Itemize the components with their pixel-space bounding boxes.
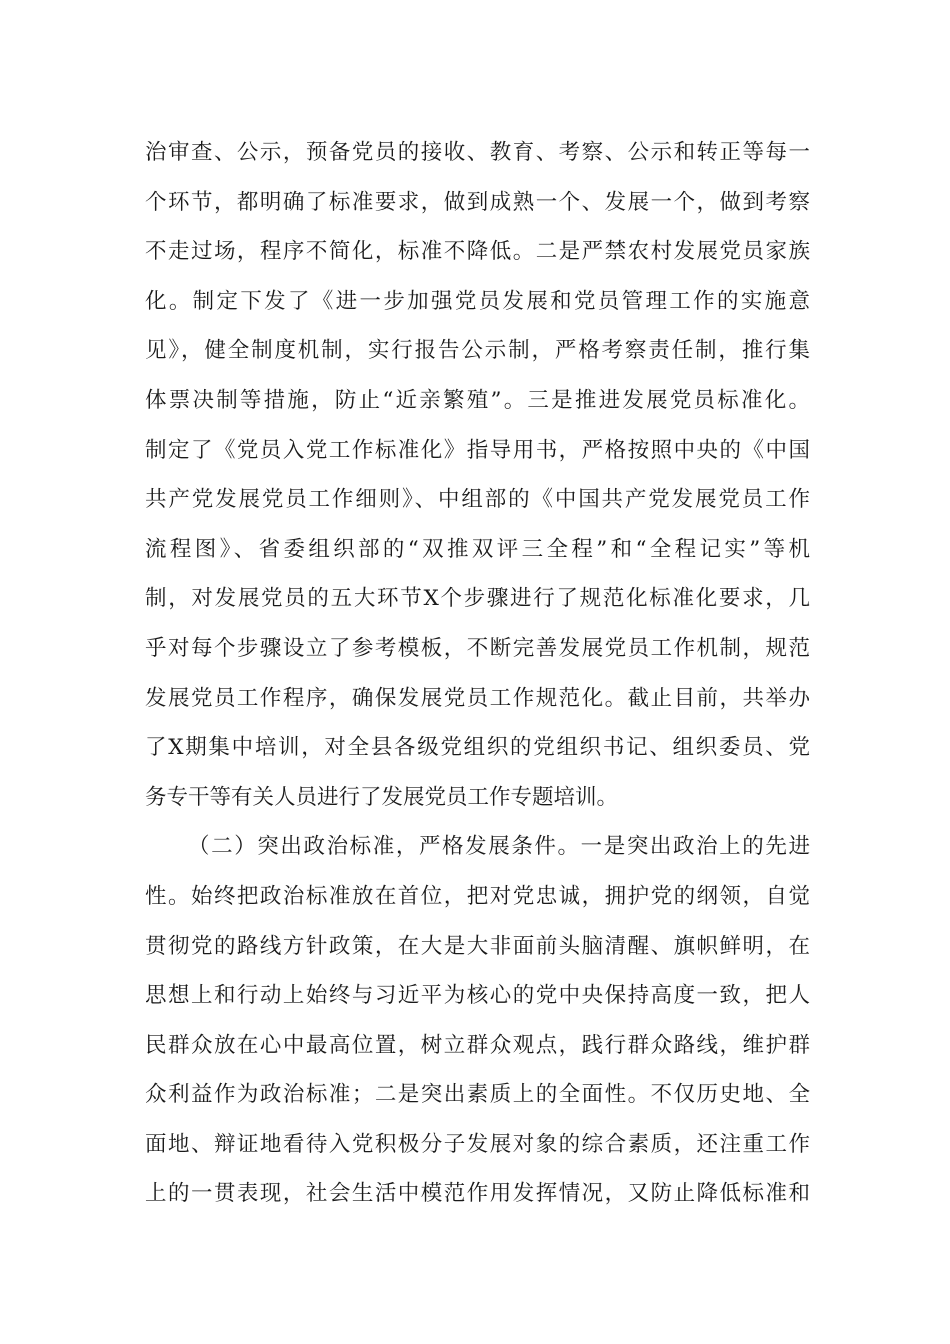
paragraph-line: 务专干等有关人员进行了发展党员工作专题培训。 bbox=[145, 784, 619, 810]
paragraph-2 bbox=[145, 822, 810, 1219]
paragraph-line: 性。始终把政治标准放在首位，把对党忠诚，拥护党的纲领，自觉 bbox=[145, 883, 810, 909]
paragraph-line: 面地、辩证地看待入党积极分子发展对象的综合素质，还注重工作 bbox=[145, 1131, 810, 1157]
paragraph-1 bbox=[145, 128, 810, 822]
paragraph-line: 不走过场，程序不简化，标准不降低。二是严禁农村发展党员家族 bbox=[145, 239, 810, 265]
paragraph-line: 发展党员工作程序，确保发展党员工作规范化。截止目前，共举办 bbox=[145, 685, 810, 711]
paragraph-line: 治审查、公示，预备党员的接收、教育、考察、公示和转正等每一 bbox=[145, 140, 810, 165]
paragraph-line: 了X期集中培训，对全县各级党组织的党组织书记、组织委员、党 bbox=[145, 735, 810, 761]
paragraph-line: 制，对发展党员的五大环节X个步骤进行了规范化标准化要求，几 bbox=[145, 586, 810, 612]
document-body bbox=[145, 128, 810, 1219]
paragraph-line: 贯彻党的路线方针政策，在大是大非面前头脑清醒、旗帜鲜明，在 bbox=[145, 933, 810, 959]
paragraph-line: 体票决制等措施，防止“近亲繁殖”。三是推进发展党员标准化。 bbox=[145, 387, 810, 413]
paragraph-line: 个环节，都明确了标准要求，做到成熟一个、发展一个，做到考察 bbox=[145, 189, 810, 215]
paragraph-line: 化。制定下发了《进一步加强党员发展和党员管理工作的实施意 bbox=[145, 288, 810, 314]
paragraph-line: 众利益作为政治标准；二是突出素质上的全面性。不仅历史地、全 bbox=[145, 1082, 810, 1108]
paragraph-line: 流程图》、省委组织部的“双推双评三全程”和“全程记实”等机 bbox=[145, 536, 810, 562]
paragraph-line: （二）突出政治标准，严格发展条件。一是突出政治上的先进 bbox=[188, 834, 810, 860]
paragraph-line: 共产党发展党员工作细则》、中组部的《中国共产党发展党员工作 bbox=[145, 487, 810, 513]
paragraph-line: 制定了《党员入党工作标准化》指导用书，严格按照中央的《中国 bbox=[145, 437, 810, 463]
paragraph-line: 见》，健全制度机制，实行报告公示制，严格考察责任制，推行集 bbox=[145, 338, 810, 364]
paragraph-line: 思想上和行动上始终与习近平为核心的党中央保持高度一致，把人 bbox=[145, 983, 810, 1009]
paragraph-line: 民群众放在心中最高位置，树立群众观点，践行群众路线，维护群 bbox=[145, 1032, 810, 1058]
paragraph-line: 乎对每个步骤设立了参考模板，不断完善发展党员工作机制，规范 bbox=[145, 635, 810, 661]
paragraph-line: 上的一贯表现，社会生活中模范作用发挥情况，又防止降低标准和 bbox=[145, 1181, 810, 1207]
